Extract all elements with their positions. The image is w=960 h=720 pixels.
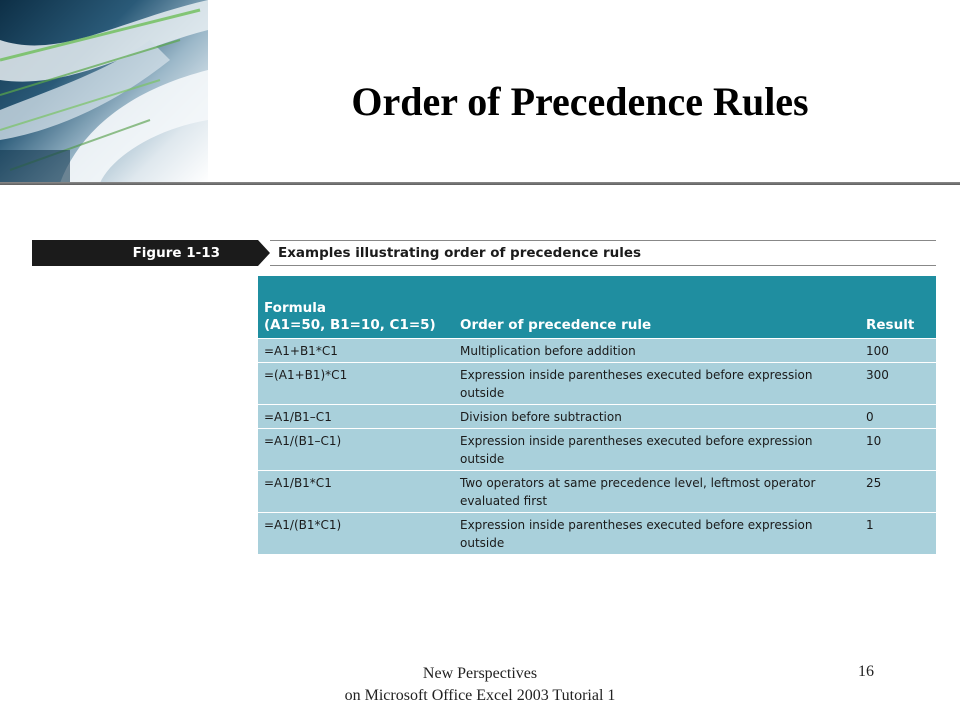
figure-label: Figure 1-13 xyxy=(32,240,258,266)
table-row xyxy=(258,405,936,429)
formula-header-line2: (A1=50, B1=10, C1=5) xyxy=(264,317,436,333)
table-row xyxy=(258,429,936,471)
rule-cell: Expression inside parentheses executed before expression outside xyxy=(454,429,860,471)
figure-header xyxy=(32,240,936,266)
table-row xyxy=(258,363,936,405)
footer-text xyxy=(300,663,660,707)
result-cell: 1 xyxy=(860,513,936,555)
page-number: 16 xyxy=(858,663,874,680)
table-row xyxy=(258,471,936,513)
footer-line2: on Microsoft Office Excel 2003 Tutorial 1 xyxy=(344,687,616,704)
result-cell: 0 xyxy=(860,405,936,429)
formula-cell: =A1/(B1*C1) xyxy=(258,513,454,555)
rule-cell: Expression inside parentheses executed before expression outside xyxy=(454,513,860,555)
figure-bottom-line xyxy=(270,265,936,266)
rule-cell: Expression inside parentheses executed before expression outside xyxy=(454,363,860,405)
header-divider xyxy=(0,182,960,185)
table-header-row xyxy=(258,276,936,339)
formula-header xyxy=(258,276,454,339)
formula-cell: =A1/(B1–C1) xyxy=(258,429,454,471)
figure-caption: Examples illustrating order of precedence rules xyxy=(278,245,642,261)
result-cell: 100 xyxy=(860,339,936,363)
table-row xyxy=(258,339,936,363)
rule-header: Order of precedence rule xyxy=(454,276,860,339)
result-cell: 10 xyxy=(860,429,936,471)
formula-cell: =(A1+B1)*C1 xyxy=(258,363,454,405)
formula-cell: =A1/B1*C1 xyxy=(258,471,454,513)
architecture-photo xyxy=(0,0,208,183)
formula-cell: =A1+B1*C1 xyxy=(258,339,454,363)
rule-cell: Two operators at same precedence level, leftmost operator evaluated first xyxy=(454,471,860,513)
rule-cell: Multiplication before addition xyxy=(454,339,860,363)
result-cell: 25 xyxy=(860,471,936,513)
figure-arrow xyxy=(258,240,270,266)
formula-cell: =A1/B1–C1 xyxy=(258,405,454,429)
result-header: Result xyxy=(860,276,936,339)
formula-header-line1: Formula xyxy=(264,300,327,316)
slide-title: Order of Precedence Rules xyxy=(351,79,809,124)
table-row xyxy=(258,513,936,555)
rule-cell: Division before subtraction xyxy=(454,405,860,429)
architecture-photo-graphic xyxy=(0,0,208,183)
result-cell: 300 xyxy=(860,363,936,405)
precedence-table xyxy=(258,276,936,554)
footer-line1: New Perspectives xyxy=(422,665,538,682)
